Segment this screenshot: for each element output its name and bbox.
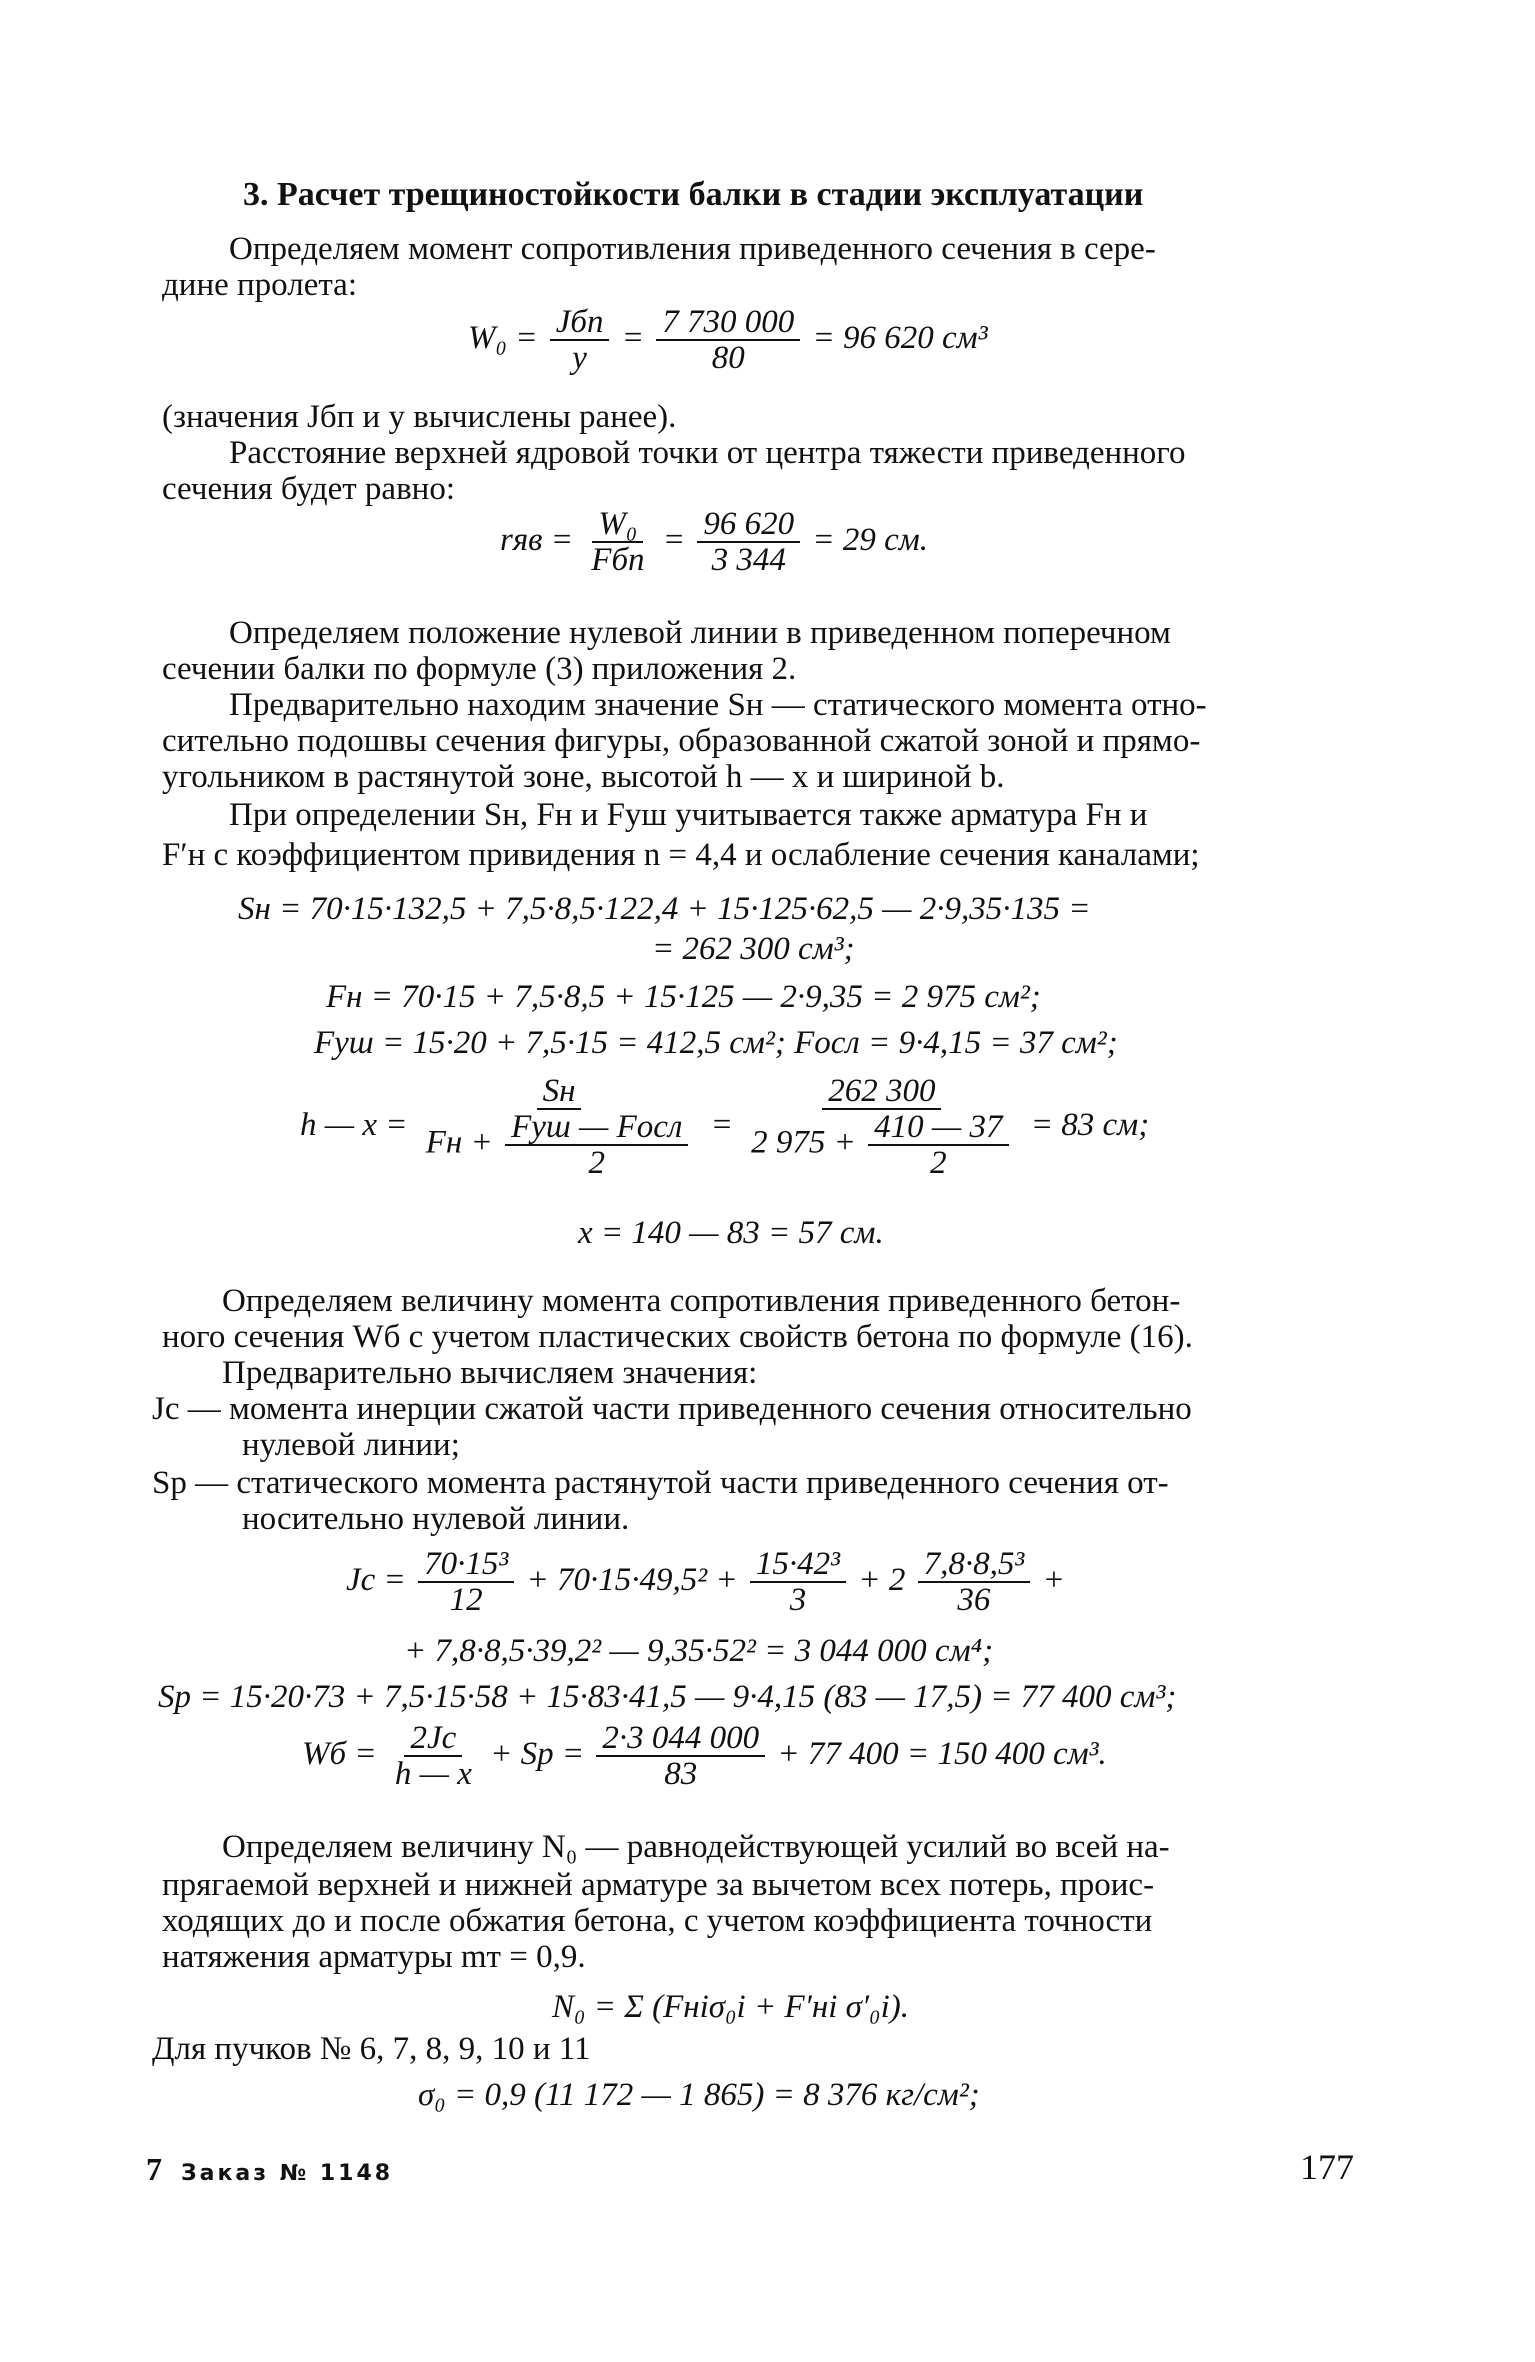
paragraph-line: Определяем величину N₀ — равнодействующей усилий во всей на- [222, 1829, 1170, 1865]
paragraph-line: Предварительно находим значение Sн — статического момента отно- [229, 687, 1207, 723]
denominator: 2 [588, 1145, 605, 1182]
definition-line: носительно нулевой линии. [242, 1501, 630, 1537]
numerator: 2·3 044 000 [596, 1721, 765, 1757]
denominator: 2 [930, 1145, 947, 1182]
paragraph-line: ходящих до и после обжатия бетона, с учетом коэффициента точности [162, 1903, 1153, 1939]
eq-lhs: Wб = [302, 1736, 377, 1772]
numerator: W₀ [592, 507, 643, 543]
numerator: Sн [537, 1074, 582, 1110]
equation-sn-result: = 262 300 см³; [652, 931, 855, 967]
fraction [918, 1547, 1031, 1617]
numerator: 15·42³ [750, 1547, 846, 1583]
equation-sp: Sр = 15·20·73 + 7,5·15·58 + 15·83·41,5 — 9·4,15 (83 — 17,5) = 77 400 см³; [158, 1679, 1177, 1715]
equation-sigma: σ₀ = 0,9 (11 172 — 1 865) = 8 376 кг/см²; [418, 2077, 980, 2113]
paragraph-line: сительно подошвы сечения фигуры, образованной сжатой зоной и прямо- [162, 723, 1201, 759]
paragraph-line: сечении балки по формуле (3) приложения 2. [162, 651, 797, 687]
equation-wb [302, 1714, 1107, 1794]
fraction [418, 1547, 514, 1617]
paragraph-line: F′н с коэффициентом привидения n = 4,4 и ослабление сечения каналами; [162, 837, 1200, 873]
paragraph-line: ного сечения Wб с учетом пластических свойств бетона по формуле (16). [162, 1319, 1193, 1355]
paragraph-line: Для пучков № 6, 7, 8, 9, 10 и 11 [152, 2031, 591, 2067]
fraction [596, 1721, 765, 1791]
equation-jc [346, 1540, 1065, 1620]
fraction [750, 1547, 846, 1617]
eq-lhs: W₀ = [468, 320, 538, 356]
fraction [656, 305, 800, 375]
equation-n0: N₀ = Σ (Fнiσ₀i + F′нi σ′₀i). [552, 1989, 910, 2025]
denominator: 3 344 [711, 542, 786, 579]
numerator: 410 — 37 [868, 1110, 1008, 1146]
eq-term: + 2 [858, 1562, 906, 1598]
section-heading: 3. Расчет трещиностойкости балки в стадии эксплуатации [243, 176, 1144, 213]
eq-rhs: = 96 620 см³ [812, 320, 988, 356]
equation-jc-cont: + 7,8·8,5·39,2² — 9,35·52² = 3 044 000 см⁴; [404, 1633, 994, 1669]
numerator: 96 620 [697, 507, 800, 543]
paragraph-line: Определяем момент сопротивления приведенного сечения в сере- [229, 231, 1156, 267]
denominator: 80 [711, 340, 745, 377]
footer-sheet-number: 7 [146, 2151, 163, 2187]
denominator: 36 [957, 1582, 991, 1619]
numerator: 2Jс [404, 1721, 462, 1757]
eq-term: + [1042, 1562, 1065, 1598]
denominator: y [572, 340, 587, 377]
numerator: 7,8·8,5³ [918, 1547, 1031, 1583]
fraction [389, 1721, 478, 1791]
definition-line: Jс — момента инерции сжатой части приведенного сечения относительно [152, 1391, 1192, 1427]
eq-sign: = [621, 320, 645, 356]
eq-lhs: h — x = [300, 1107, 408, 1143]
numerator: Jбп [550, 305, 610, 341]
page-number: 177 [1300, 2147, 1354, 2187]
eq-lhs: Jс = [346, 1562, 406, 1598]
fraction [745, 1074, 1018, 1180]
den-term: Fн + [425, 1125, 493, 1161]
equation-sn: Sн = 70·15·132,5 + 7,5·8,5·122,4 + 15·125·62,5 — 2·9,35·135 = [238, 891, 1091, 927]
eq-lhs: rяв = [500, 522, 574, 558]
eq-term: + 70·15·49,5² + [526, 1562, 738, 1598]
definition-line: нулевой линии; [242, 1427, 460, 1463]
denominator: 83 [664, 1756, 698, 1793]
paragraph-line: прягаемой верхней и нижней арматуре за вычетом всех потерь, проис- [162, 1867, 1155, 1903]
denominator: 3 [789, 1582, 807, 1619]
paragraph-line: дине пролета: [162, 267, 357, 303]
fraction [868, 1110, 1008, 1180]
equation-fn: Fн = 70·15 + 7,5·8,5 + 15·125 — 2·9,35 = 2 975 см²; [326, 979, 1041, 1015]
paragraph-line: Предварительно вычисляем значения: [222, 1355, 758, 1391]
numerator: 7 730 000 [656, 305, 800, 341]
denominator [420, 1110, 699, 1180]
fraction [550, 305, 610, 375]
numerator: 70·15³ [418, 1547, 514, 1583]
eq-rhs: + 77 400 = 150 400 см³. [777, 1736, 1107, 1772]
eq-sign: = [710, 1107, 733, 1143]
note-line: (значения Jбп и y вычислены ранее). [162, 399, 677, 435]
equation-r [500, 500, 928, 580]
denominator [745, 1110, 1018, 1180]
numerator: 262 300 [822, 1074, 941, 1110]
equation-hx [300, 1070, 1149, 1180]
fraction [420, 1074, 699, 1180]
eq-rhs: = 29 см. [812, 522, 929, 558]
paragraph-line: сечения будет равно: [162, 471, 455, 507]
footer-order [146, 2150, 393, 2193]
paragraph-line: натяжения арматуры mт = 0,9. [162, 1939, 586, 1975]
fraction [505, 1110, 688, 1180]
equation-fush: Fуш = 15·20 + 7,5·15 = 412,5 см²; Fосл = 9·4,15 = 37 см²; [314, 1025, 1118, 1061]
eq-rhs: = 83 см; [1030, 1107, 1150, 1143]
fraction [697, 507, 800, 577]
denominator: Fбп [591, 542, 645, 579]
equation-x: x = 140 — 83 = 57 см. [578, 1215, 884, 1251]
equation-w0 [468, 298, 988, 378]
eq-sign: = [662, 522, 686, 558]
eq-term: + Sр = [490, 1736, 585, 1772]
paragraph-line: Определяем положение нулевой линии в приведенном поперечном [229, 615, 1171, 651]
fraction [585, 507, 650, 577]
den-term: 2 975 + [751, 1125, 856, 1161]
definition-line: Sр — статического момента растянутой части приведенного сечения от- [152, 1465, 1169, 1501]
numerator: Fуш — Fосл [505, 1110, 688, 1146]
denominator: 12 [449, 1582, 483, 1619]
denominator: h — x [394, 1756, 472, 1793]
paragraph-line: Расстояние верхней ядровой точки от центра тяжести приведенного [229, 435, 1186, 471]
paragraph-line: Определяем величину момента сопротивления приведенного бетон- [222, 1283, 1181, 1319]
paragraph-line: При определении Sн, Fн и Fуш учитывается также арматура Fн и [229, 797, 1148, 833]
paragraph-line: угольником в растянутой зоне, высотой h — x и шириной b. [162, 759, 1005, 795]
footer-order-text: Заказ № 1148 [181, 2161, 394, 2186]
